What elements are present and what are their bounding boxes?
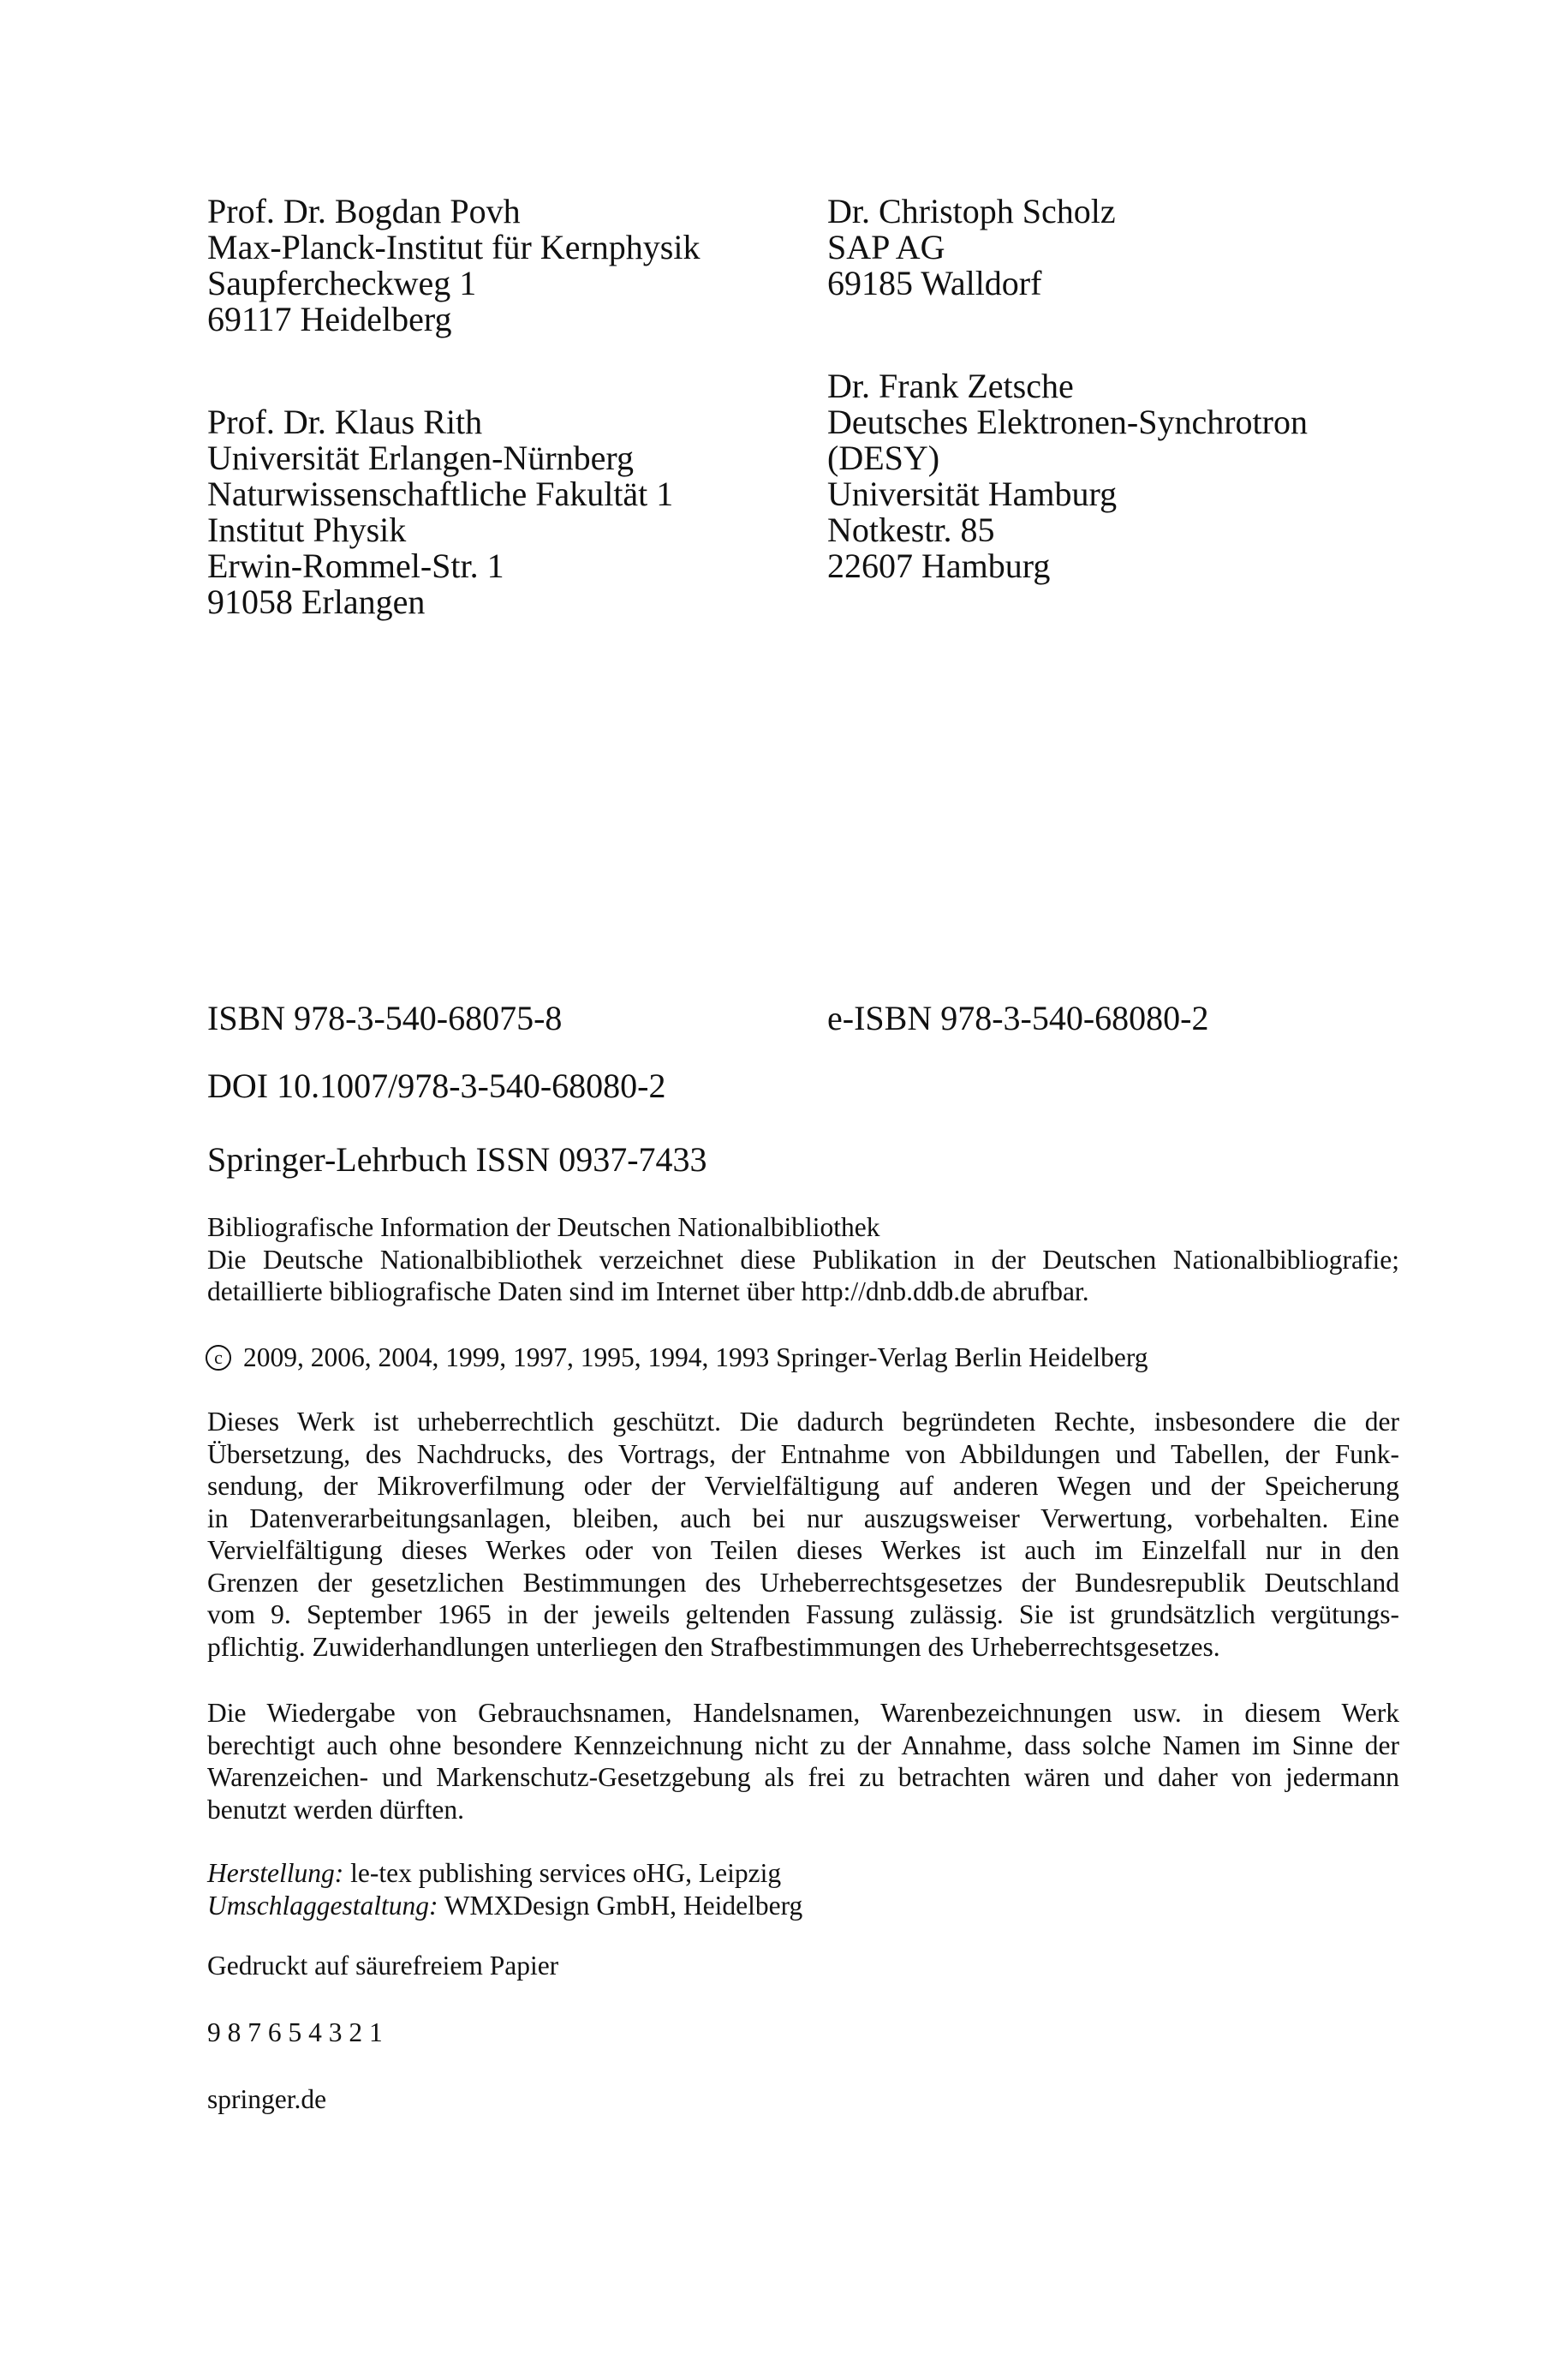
address-line: Erwin-Rommel-Str. 1	[207, 547, 504, 585]
address-line: 22607 Hamburg	[827, 547, 1051, 585]
rights-line: Vervielfältigung dieses Werkes oder von Teilen dieses Werkes ist auch im Einzelfall nur in den	[207, 1535, 1399, 1565]
address-povh	[207, 194, 700, 338]
biblio-line: Die Deutsche Nationalbibliothek verzeichnet diese Publikation in der Deutschen Nationalbibliografie;	[207, 1244, 1399, 1275]
cover-label: Umschlaggestaltung:	[207, 1890, 438, 1921]
address-line: 69117 Heidelberg	[207, 300, 452, 338]
biblio-line: detaillierte bibliografische Daten sind im Internet über http://dnb.ddb.de abrufbar.	[207, 1276, 1089, 1306]
address-line: Saupfercheckweg 1	[207, 264, 477, 302]
address-line: Max-Planck-Institut für Kernphysik	[207, 228, 701, 266]
production-value: le-tex publishing services oHG, Leipzig	[350, 1858, 782, 1888]
rights-line: vom 9. September 1965 in der jeweils geltenden Fassung zulässig. Sie ist grundsätzlich vergütungs-	[207, 1599, 1399, 1629]
address-line: SAP AG	[827, 228, 945, 266]
trademark-line: Warenzeichen- und Markenschutz-Gesetzgebung als frei zu betrachten wären und daher von jedermann	[207, 1762, 1399, 1792]
paper-note: Gedruckt auf säurefreiem Papier	[207, 1951, 559, 1981]
rights-line: in Datenverarbeitungsanlagen, bleiben, auch bei nur auszugsweiser Verwertung, vorbehalten. Eine	[207, 1503, 1399, 1533]
trademark-line: benutzt werden dürften.	[207, 1794, 465, 1825]
address-line: Notkestr. 85	[827, 511, 995, 549]
bibliographic-info	[207, 1211, 1399, 1308]
trademark-paragraph	[207, 1697, 1399, 1825]
rights-paragraph	[207, 1406, 1399, 1663]
address-line: Universität Hamburg	[827, 475, 1118, 513]
address-line: (DESY)	[827, 439, 940, 477]
copyright-text: 2009, 2006, 2004, 1999, 1997, 1995, 1994, 1993 Springer-Verlag Berlin Heidelberg	[243, 1342, 1148, 1372]
address-line: Dr. Frank Zetsche	[827, 367, 1074, 405]
address-line: Institut Physik	[207, 511, 407, 549]
series-issn: Springer-Lehrbuch ISSN 0937-7433	[207, 1140, 707, 1179]
rights-line: Übersetzung, des Nachdrucks, des Vortrags, der Entnahme von Abbildungen und Tabellen, der Funk-	[207, 1438, 1399, 1469]
address-line: Deutsches Elektronen-Synchrotron	[827, 403, 1308, 441]
rights-line: pflichtig. Zuwiderhandlungen unterliegen den Strafbestimmungen des Urheberrechtsgesetzes.	[207, 1631, 1220, 1662]
isbn: ISBN 978-3-540-68075-8	[207, 999, 563, 1037]
doi: DOI 10.1007/978-3-540-68080-2	[207, 1067, 666, 1105]
rights-line: Grenzen der gesetzlichen Bestimmungen des Urheberrechtsgesetzes der Bundesrepublik Deutschland	[207, 1567, 1399, 1598]
rights-line: Dieses Werk ist urheberrechtlich geschützt. Die dadurch begründeten Rechte, insbesondere die der	[207, 1407, 1399, 1437]
production-credits	[207, 1857, 802, 1921]
production-label: Herstellung:	[207, 1858, 344, 1888]
trademark-line: Die Wiedergabe von Gebrauchsnamen, Handelsnamen, Warenbezeichnungen usw. in diesem Werk	[207, 1698, 1399, 1728]
website: springer.de	[207, 2084, 327, 2114]
address-line: 91058 Erlangen	[207, 583, 426, 621]
address-line: Naturwissenschaftliche Fakultät 1	[207, 475, 674, 513]
address-line: Prof. Dr. Bogdan Povh	[207, 192, 521, 230]
address-scholz	[827, 194, 1116, 302]
cover-value: WMXDesign GmbH, Heidelberg	[444, 1890, 803, 1921]
copyright-icon: c	[206, 1345, 231, 1371]
eisbn: e-ISBN 978-3-540-68080-2	[827, 999, 1209, 1037]
address-line: Universität Erlangen-Nürnberg	[207, 439, 634, 477]
trademark-line: berechtigt auch ohne besondere Kennzeichnung nicht zu der Annahme, dass solche Namen im Sinne der	[207, 1730, 1399, 1760]
biblio-title: Bibliografische Information der Deutschen Nationalbibliothek	[207, 1212, 880, 1242]
address-rith	[207, 404, 673, 620]
address-line: 69185 Walldorf	[827, 264, 1042, 302]
print-line: 9 8 7 6 5 4 3 2 1	[207, 2017, 383, 2047]
cover-line	[207, 1890, 802, 1922]
address-line: Dr. Christoph Scholz	[827, 192, 1116, 230]
address-zetsche	[827, 368, 1308, 584]
production-line	[207, 1857, 802, 1890]
address-line: Prof. Dr. Klaus Rith	[207, 403, 483, 441]
copyright-line	[206, 1341, 1148, 1374]
rights-line: sendung, der Mikroverfilmung oder der Vervielfältigung auf anderen Wegen und der Speicherung	[207, 1471, 1399, 1501]
